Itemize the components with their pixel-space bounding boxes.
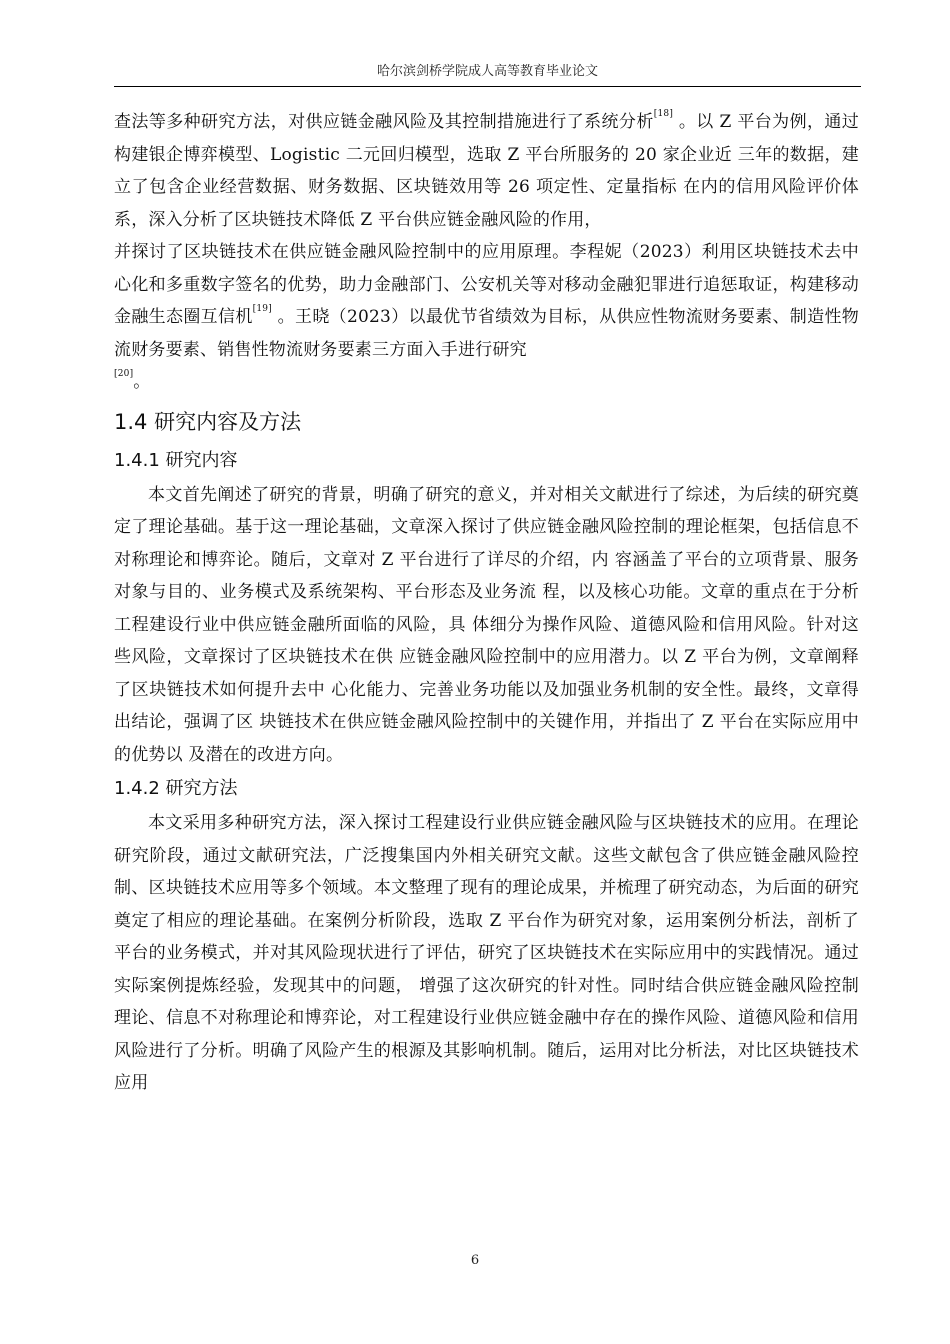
paragraph-review-continued xyxy=(114,236,859,399)
section-heading-1-4-2: 1.4.2 研究方法 xyxy=(114,778,238,799)
paragraph-research-methods: 本文采用多种研究方法，深入探讨工程建设行业供应链金融风险与区块链技术的应用。在理论研究阶段，通过文献研究法，广泛搜集国内外相关研究文献。这些文献包含了供应链金融风险控制、区块链技术应用等多个领域。本文整理了现有的理论成果，并梳理了研究动态，为后面的研究奠定了相应的理论基础。在案例分析阶段，选取 Z 平台作为研究对象，运用案例分析法，剖析了平台的业务模式，并对其风险现状进行了评估，研究了区块链技术在实际应用中的实践情况。通过实际案例提炼经验，发现其中的问题， 增强了这次研究的针对性。同时结合供应链金融风险控制理论、信息不对称理论和博弈论，对工程建设行业供应链金融中存在的操作风险、道德风险和信用风险进行了分析。明确了风险产生的根源及其影响机制。随后，运用对比分析法，对比区块链技术应用 xyxy=(114,813,859,1093)
page-header xyxy=(114,58,861,87)
paragraph-text: 并探讨了区块链技术在供应链金融风险控制中的应用原理。李程妮（2023）利用区块链技术去中心化和多重数字签名的优势，助力金融部门、公安机关等对移动金融犯罪进行追惩取证，构建移动金融生态圈互信机 xyxy=(114,242,859,327)
paragraph-research-content: 本文首先阐述了研究的背景，明确了研究的意义，并对相关文献进行了综述，为后续的研究奠定了理论基础。基于这一理论基础，文章深入探讨了供应链金融风险控制的理论框架，包括信息不对称理论和博弈论。随后，文章对 Z 平台进行了详尽的介绍，内 容涵盖了平台的立项背景、服务对象与目的、业务模式及系统架构、平台形态及业务流 程，以及核心功能。文章的重点在于分析工程建设行业中供应链金融所面临的风险，具 体细分为操作风险、道德风险和信用风险。针对这些风险，文章探讨了区块链技术在供 应链金融风险控制中的应用潜力。以 Z 平台为例，文章阐释了区块链技术如何提升去中 心化能力、完善业务功能以及加强业务机制的安全性。最终，文章得出结论，强调了区 块链技术在供应链金融风险控制中的关键作用，并指出了 Z 平台在实际应用中的优势以 及潜在的改进方向。 xyxy=(114,484,859,765)
paragraph-text: 。王晓（2023）以最优节省绩效为目标，从供应性物流财务要素、制造性物流财务要素、销售性物流财务要素三方面入手进行研究 xyxy=(114,307,859,360)
section-heading-1-4-1: 1.4.1 研究内容 xyxy=(114,449,238,471)
section-heading-1-4: 1.4 研究内容及方法 xyxy=(114,409,302,434)
page-body xyxy=(114,106,859,1100)
page-number: 6 xyxy=(470,1253,480,1268)
paragraph-text: 。以 Z 平台为例，通过构建银企博弈模型、Logistic 二元回归模型，选取 Z 平台所服务的 20 家企业近 三年的数据，建立了包含企业经营数据、财务数据、区块链效用等 26 项定性、定量指标 在内的信用风险评价体系，深入分析了区块链技术降低 Z 平台供应链金融风险的作用， xyxy=(114,112,859,230)
paragraph-continued-review xyxy=(114,106,859,236)
header-title: 哈尔滨剑桥学院成人高等教育毕业论文 xyxy=(376,64,598,79)
citation-marker: [20] xyxy=(114,369,134,379)
paragraph-text: 查法等多种研究方法，对供应链金融风险及其控制措施进行了系统分析 xyxy=(114,112,654,132)
paragraph-text: 。 xyxy=(133,372,151,392)
citation-marker: [19] xyxy=(252,304,272,314)
citation-marker: [18] xyxy=(653,109,674,119)
